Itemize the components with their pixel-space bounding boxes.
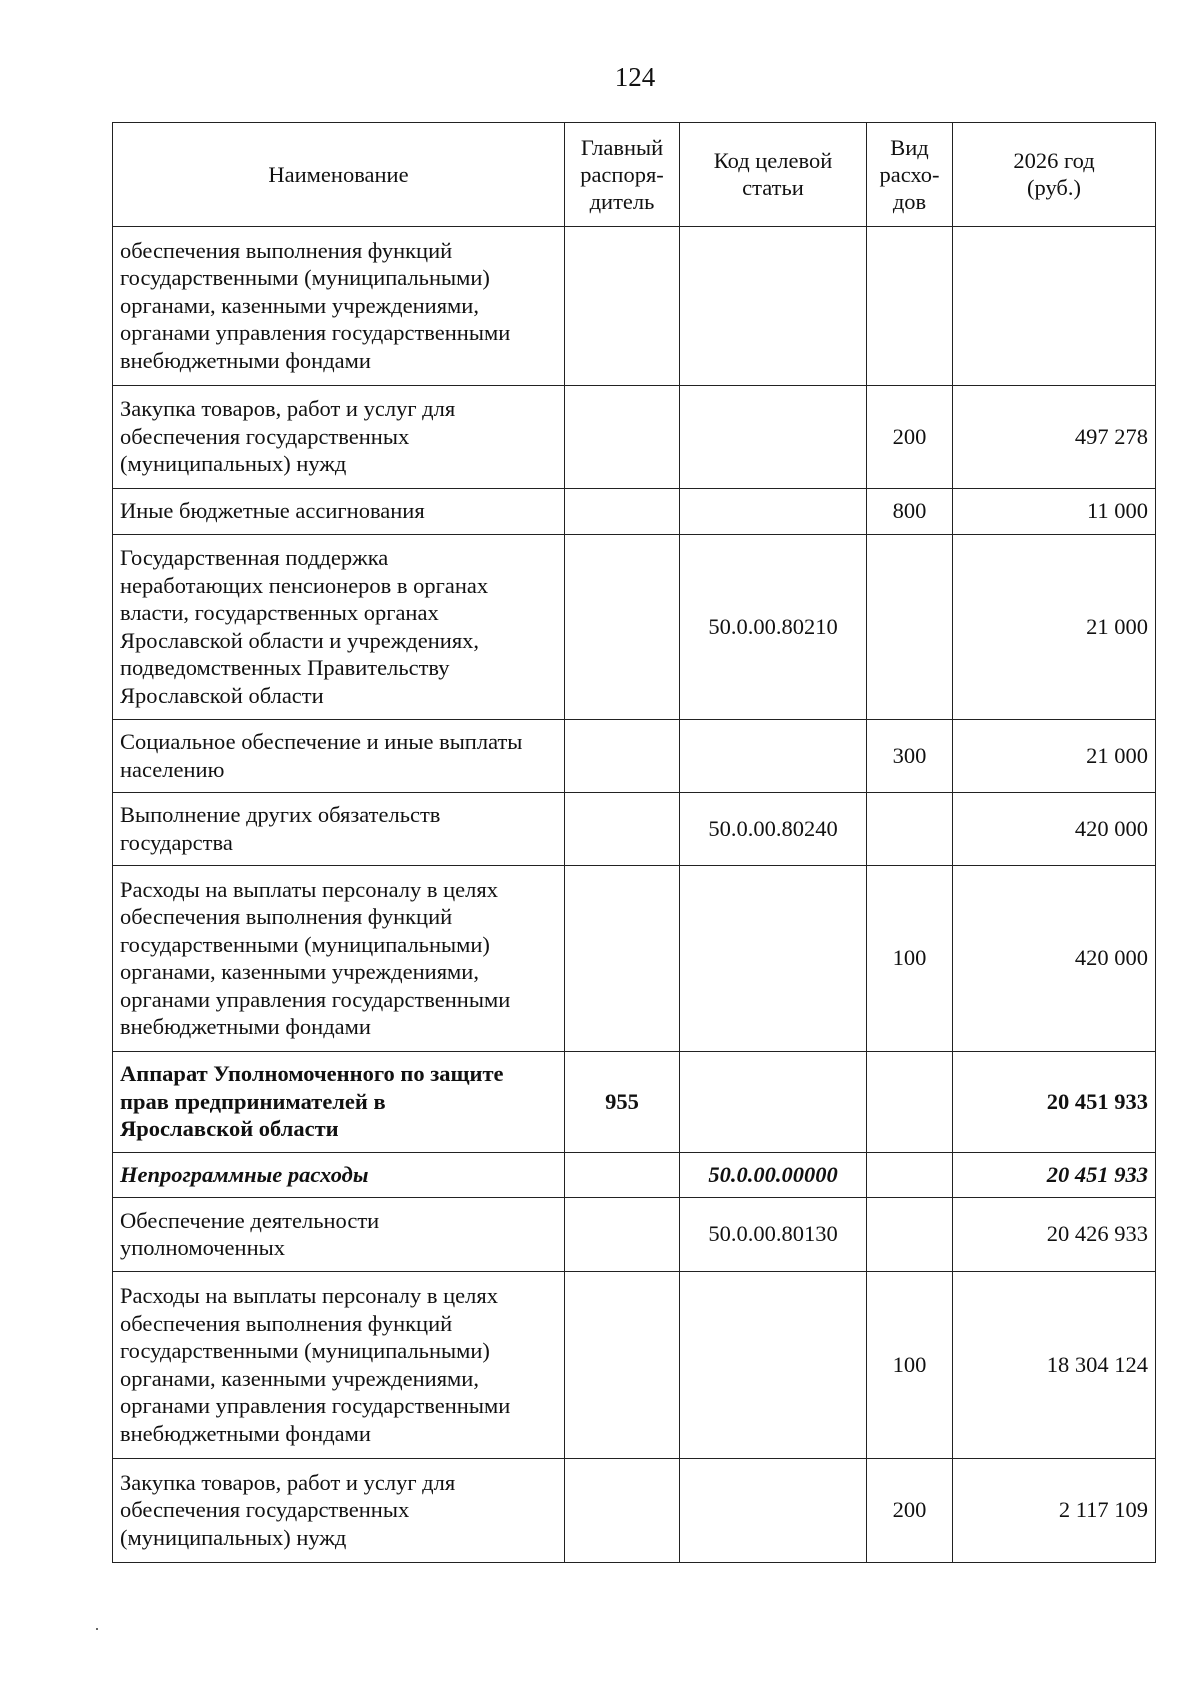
- row-code: 50.0.00.80130: [680, 1198, 867, 1272]
- row-sum: 420 000: [953, 866, 1156, 1052]
- row-vid: [867, 1198, 953, 1272]
- row-rasp: [565, 793, 680, 866]
- row-vid: 300: [867, 720, 953, 793]
- row-sum: 2 117 109: [953, 1459, 1156, 1563]
- row-code: 50.0.00.00000: [680, 1153, 867, 1198]
- row-code: [680, 1052, 867, 1153]
- row-vid: 800: [867, 489, 953, 535]
- budget-table: [112, 122, 1156, 1563]
- header-rasp: Главный распоря- дитель: [565, 123, 680, 227]
- row-sum: 497 278: [953, 386, 1156, 489]
- table-row: [113, 535, 1156, 720]
- row-vid: 100: [867, 866, 953, 1052]
- row-name: Закупка товаров, работ и услуг для обеспечения государственных (муниципальных) нужд: [113, 386, 565, 489]
- row-rasp: [565, 866, 680, 1052]
- row-name: Закупка товаров, работ и услуг для обеспечения государственных (муниципальных) нужд: [113, 1459, 565, 1563]
- table-header-row: [113, 123, 1156, 227]
- row-vid: [867, 535, 953, 720]
- row-rasp: [565, 1153, 680, 1198]
- row-name: Обеспечение деятельности уполномоченных: [113, 1198, 565, 1272]
- row-vid: [867, 1052, 953, 1153]
- table-row: [113, 866, 1156, 1052]
- row-rasp: [565, 1272, 680, 1459]
- row-code: [680, 866, 867, 1052]
- row-name: обеспечения выполнения функций государственными (муниципальными) органами, казенными учреждениями, органами управления государственными внебюджетными фондами: [113, 227, 565, 386]
- row-code: [680, 489, 867, 535]
- page-number: 124: [614, 62, 656, 92]
- row-vid: 200: [867, 1459, 953, 1563]
- row-sum: 11 000: [953, 489, 1156, 535]
- row-name: Аппарат Уполномоченного по защите прав предпринимателей в Ярославской области: [113, 1052, 565, 1153]
- row-rasp: [565, 535, 680, 720]
- row-vid: [867, 227, 953, 386]
- row-rasp: [565, 227, 680, 386]
- row-code: [680, 720, 867, 793]
- row-vid: [867, 793, 953, 866]
- header-sum: 2026 год (руб.): [953, 123, 1156, 227]
- row-sum: 18 304 124: [953, 1272, 1156, 1459]
- table-row: [113, 1459, 1156, 1563]
- row-name: Непрограммные расходы: [113, 1153, 565, 1198]
- table-row: [113, 1052, 1156, 1153]
- row-rasp: [565, 1198, 680, 1272]
- row-sum: 20 426 933: [953, 1198, 1156, 1272]
- row-name: Выполнение других обязательств государства: [113, 793, 565, 866]
- row-name: Государственная поддержка неработающих пенсионеров в органах власти, государственных органах Ярославской области и учреждениях, подведомственных Правительству Ярославской области: [113, 535, 565, 720]
- table-row: [113, 720, 1156, 793]
- row-sum: 20 451 933: [953, 1153, 1156, 1198]
- row-vid: 100: [867, 1272, 953, 1459]
- row-name: Расходы на выплаты персоналу в целях обеспечения выполнения функций государственными (муниципальными) органами, казенными учреждениями, органами управления государственными внебюджетными фондами: [113, 1272, 565, 1459]
- row-vid: [867, 1153, 953, 1198]
- table-row: [113, 793, 1156, 866]
- row-name: Иные бюджетные ассигнования: [113, 489, 565, 535]
- row-rasp: [565, 386, 680, 489]
- header-code: Код целевой статьи: [680, 123, 867, 227]
- row-sum: 420 000: [953, 793, 1156, 866]
- row-vid: 200: [867, 386, 953, 489]
- scan-speck: [96, 1628, 98, 1630]
- row-rasp: [565, 489, 680, 535]
- row-code: 50.0.00.80210: [680, 535, 867, 720]
- header-name: Наименование: [113, 123, 565, 227]
- table-row: [113, 489, 1156, 535]
- row-code: [680, 227, 867, 386]
- table-row: [113, 1153, 1156, 1198]
- row-sum: [953, 227, 1156, 386]
- row-sum: 21 000: [953, 720, 1156, 793]
- table-row: [113, 227, 1156, 386]
- row-sum: 20 451 933: [953, 1052, 1156, 1153]
- header-vid: Вид расхо- дов: [867, 123, 953, 227]
- row-sum: 21 000: [953, 535, 1156, 720]
- row-code: [680, 1272, 867, 1459]
- row-rasp: [565, 1459, 680, 1563]
- row-name: Социальное обеспечение и иные выплаты населению: [113, 720, 565, 793]
- row-rasp: 955: [565, 1052, 680, 1153]
- row-code: 50.0.00.80240: [680, 793, 867, 866]
- row-code: [680, 1459, 867, 1563]
- table-row: [113, 1198, 1156, 1272]
- row-code: [680, 386, 867, 489]
- row-name: Расходы на выплаты персоналу в целях обеспечения выполнения функций государственными (муниципальными) органами, казенными учреждениями, органами управления государственными внебюджетными фондами: [113, 866, 565, 1052]
- row-rasp: [565, 720, 680, 793]
- table-row: [113, 1272, 1156, 1459]
- table-row: [113, 386, 1156, 489]
